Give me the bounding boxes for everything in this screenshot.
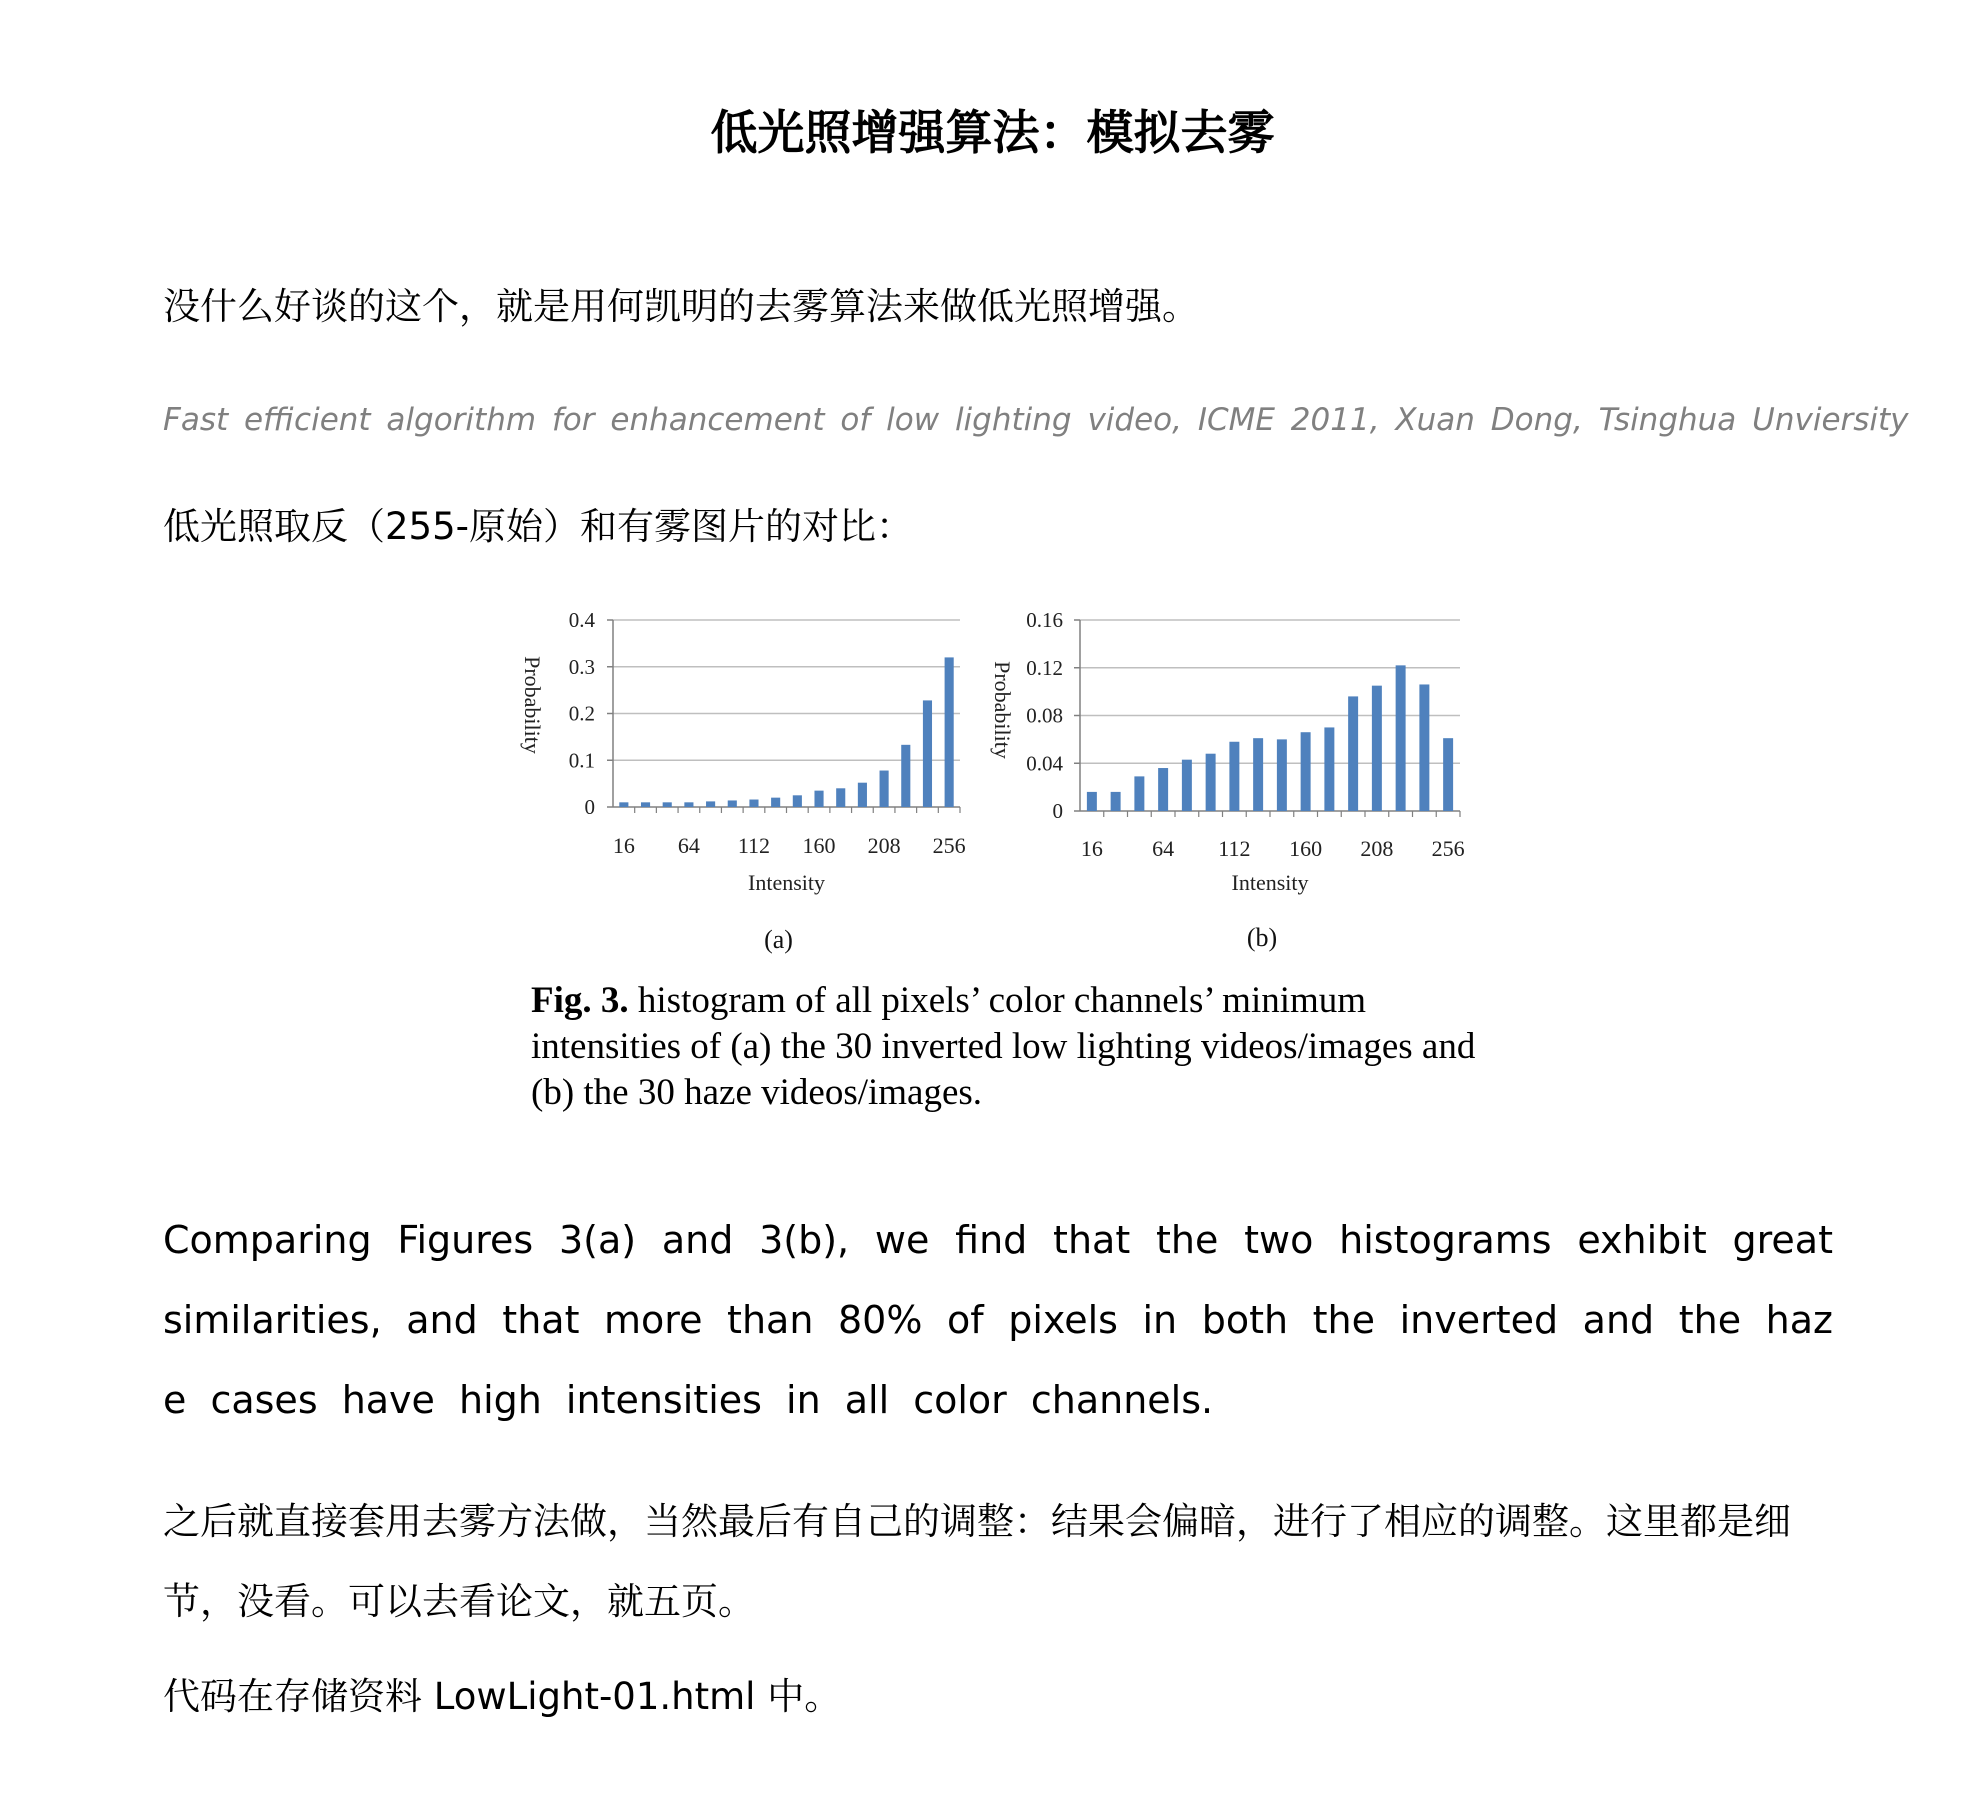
- histogram-bar: [706, 801, 715, 807]
- x-tick-label: 112: [1218, 836, 1251, 861]
- histogram-bar: [663, 802, 672, 807]
- method-paragraph: 之后就直接套用去雾方法做，当然最后有自己的调整：结果会偏暗，进行了相应的调整。这里都是细节，没看。可以去看论文，就五页。: [163, 1500, 1791, 1623]
- y-tick-label: 0.1: [568, 748, 595, 773]
- histogram-charts: [515, 600, 1475, 980]
- histogram-bar: [836, 788, 845, 807]
- histogram-bar: [641, 802, 650, 807]
- histogram-bar: [1396, 665, 1406, 811]
- figure-caption-label: Fig. 3.: [531, 980, 629, 1021]
- panel-label: (b): [1246, 923, 1278, 952]
- histogram-bar: [749, 800, 758, 807]
- histogram-bar: [1372, 686, 1382, 811]
- x-tick-label: 208: [867, 833, 901, 858]
- y-tick-label: 0.04: [1026, 751, 1063, 776]
- y-tick-label: 0: [584, 795, 595, 819]
- y-tick-label: 0.12: [1026, 655, 1063, 680]
- histogram-bar: [1419, 684, 1429, 811]
- x-tick-label: 64: [1152, 836, 1175, 861]
- histogram-bar: [901, 745, 910, 807]
- paper-reference: Fast efficient algorithm for enhancement of low lighting video, ICME 2011, Xuan Dong, Tsinghua Unviersity: [163, 402, 1909, 438]
- y-tick-label: 0: [1052, 799, 1063, 823]
- x-tick-label: 160: [802, 833, 836, 858]
- panel-label: (a): [764, 925, 793, 954]
- code-note: 代码在存储资料 LowLight-01.html 中。: [163, 1675, 842, 1718]
- histogram-bar: [945, 657, 954, 807]
- figure-caption: [531, 978, 1481, 1116]
- histogram-bar: [858, 783, 867, 807]
- x-tick-label: 160: [1289, 836, 1323, 861]
- y-tick-label: 0.3: [568, 654, 595, 679]
- x-tick-label: 208: [1360, 836, 1394, 861]
- histogram-bar: [1087, 792, 1097, 811]
- histogram-bar: [1206, 754, 1216, 811]
- histogram-bar: [1277, 739, 1287, 811]
- figure-caption-text: histogram of all pixels’ color channels’ minimum intensities of (a) the 30 inverted low lighting videos/images and (b) the 30 haze videos/images.: [531, 980, 1476, 1113]
- x-axis-label: Intensity: [748, 870, 825, 895]
- x-axis-label: Intensity: [1231, 870, 1309, 895]
- x-tick-label: 16: [1080, 836, 1103, 861]
- y-tick-label: 0.2: [568, 701, 595, 726]
- histogram-bar: [1324, 727, 1334, 811]
- y-axis-label: Probability: [520, 656, 545, 754]
- histogram-bar: [1158, 768, 1168, 811]
- figure-3: [515, 600, 1475, 1120]
- y-tick-label: 0.16: [1026, 608, 1063, 632]
- x-tick-label: 256: [1431, 836, 1465, 861]
- y-tick-label: 0.4: [568, 608, 595, 632]
- findings-paragraph: Comparing Figures 3(a) and 3(b), we find that the two histograms exhibit great similarities, and that more than 80% of pixels in both the inverted and the haze cases have high intensities in all color channels.: [163, 1218, 1833, 1422]
- histogram-bar: [1301, 732, 1311, 811]
- histogram-bar: [1182, 760, 1192, 811]
- histogram-bar: [1253, 738, 1263, 811]
- x-tick-label: 256: [932, 833, 966, 858]
- histogram-bar: [684, 802, 693, 807]
- histogram-bar: [728, 800, 737, 807]
- intro-paragraph: 没什么好谈的这个，就是用何凯明的去雾算法来做低光照增强。: [163, 285, 1199, 328]
- histogram-bar: [619, 802, 628, 807]
- x-tick-label: 64: [677, 833, 700, 858]
- y-tick-label: 0.08: [1026, 703, 1063, 728]
- page-title: 低光照增强算法：模拟去雾: [710, 106, 1275, 161]
- histogram-bar: [1111, 792, 1121, 811]
- histogram-bar: [1229, 742, 1239, 811]
- histogram-bar: [1348, 696, 1358, 811]
- histogram-bar: [923, 700, 932, 807]
- y-axis-label: Probability: [990, 661, 1015, 759]
- histogram-bar: [814, 791, 823, 807]
- x-tick-label: 112: [737, 833, 771, 858]
- x-tick-label: 16: [612, 833, 635, 858]
- histogram-bar: [771, 798, 780, 807]
- comparison-intro: 低光照取反（255-原始）和有雾图片的对比：: [163, 505, 913, 548]
- histogram-bar: [1134, 776, 1144, 811]
- histogram-bar: [880, 771, 889, 807]
- histogram-bar: [793, 795, 802, 807]
- histogram-bar: [1443, 738, 1453, 811]
